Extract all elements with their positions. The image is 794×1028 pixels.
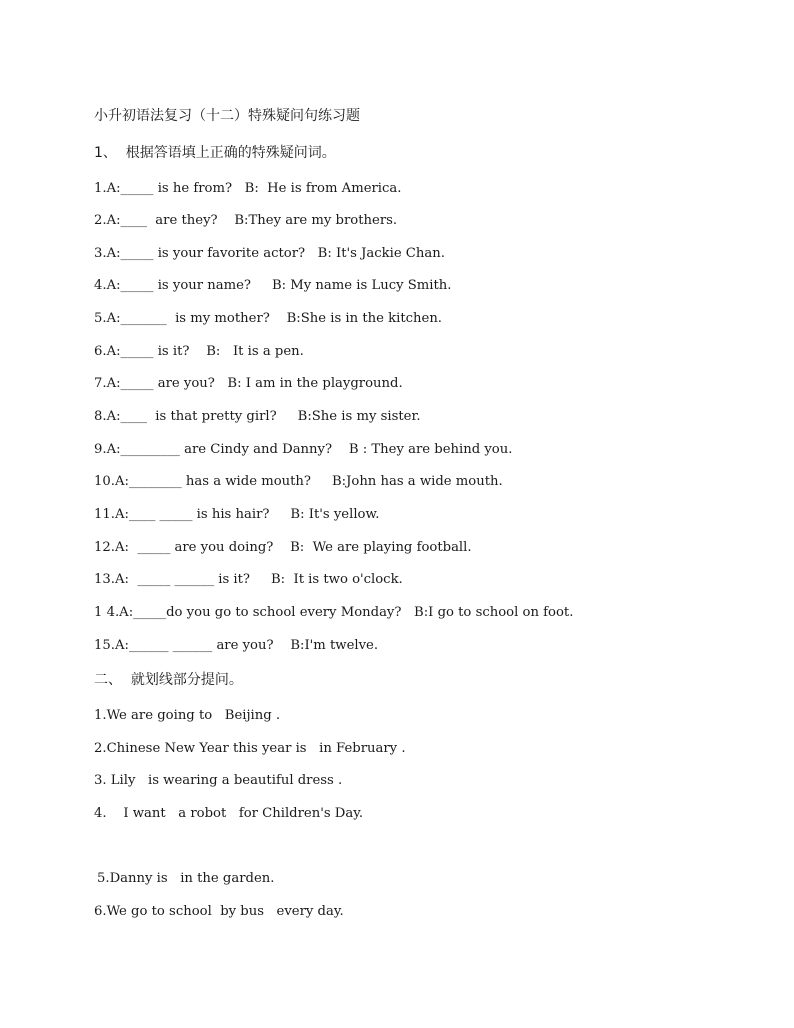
question-item: 4.A:_____ is your name? B: My name is Lucy Smith.: [94, 278, 452, 293]
question-item: 7.A:_____ are you? B: I am in the playground.: [94, 376, 403, 391]
question-item: 6.A:_____ is it? B: It is a pen.: [94, 344, 304, 359]
question-item: 5.Danny is in the garden.: [97, 871, 275, 886]
section-2-heading: 二、 就划线部分提问。: [94, 672, 243, 688]
question-item: 10.A:________ has a wide mouth? B:John has a wide mouth.: [94, 474, 503, 489]
question-item: 2.A:____ are they? B:They are my brothers.: [94, 213, 398, 228]
question-item: 15.A:______ ______ are you? B:I'm twelve.: [94, 638, 379, 653]
question-item: 11.A:____ _____ is his hair? B: It's yellow.: [94, 507, 380, 522]
question-item: 1 4.A:_____do you go to school every Monday? B:I go to school on foot.: [94, 605, 574, 620]
question-item: 1.A:_____ is he from? B: He is from America.: [94, 181, 402, 196]
page-title: 小升初语法复习（十二）特殊疑问句练习题: [94, 108, 360, 124]
question-item: 9.A:_________ are Cindy and Danny? B : They are behind you.: [94, 442, 513, 457]
question-item: 3.A:_____ is your favorite actor? B: It's Jackie Chan.: [94, 246, 445, 261]
question-item: 8.A:____ is that pretty girl? B:She is my sister.: [94, 409, 421, 424]
question-item: 5.A:_______ is my mother? B:She is in the kitchen.: [94, 311, 443, 326]
question-item: 13.A: _____ ______ is it? B: It is two o'clock.: [94, 572, 403, 587]
section-1-heading: 1、 根据答语填上正确的特殊疑问词。: [94, 145, 336, 161]
question-item: 2.Chinese New Year this year is in February .: [94, 741, 406, 756]
question-item: 3. Lily is wearing a beautiful dress .: [94, 773, 343, 788]
question-item: 4. I want a robot for Children's Day.: [94, 806, 364, 821]
question-item: 12.A: _____ are you doing? B: We are playing football.: [94, 540, 472, 555]
question-item: 1.We are going to Beijing .: [94, 708, 281, 723]
question-item: 6.We go to school by bus every day.: [94, 904, 344, 919]
